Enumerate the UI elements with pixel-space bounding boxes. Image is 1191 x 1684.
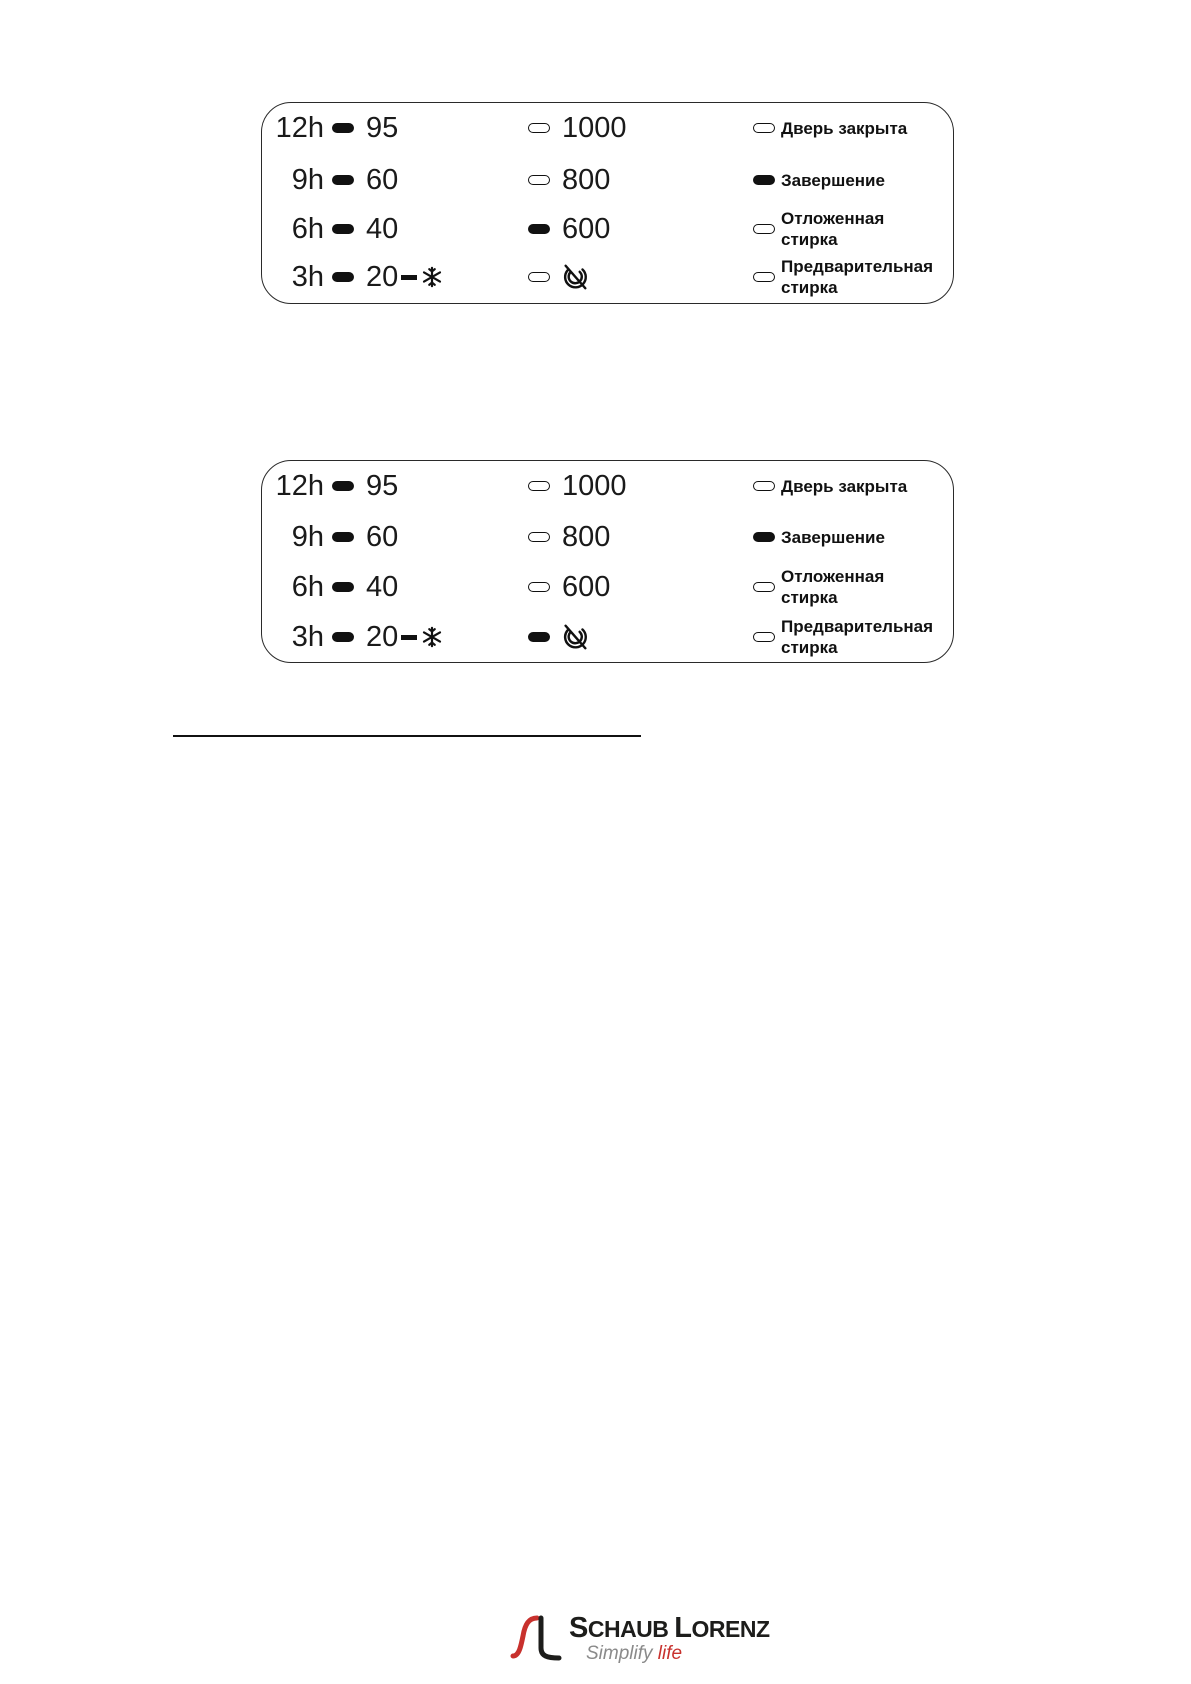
temperature-value: 40 [366, 212, 399, 245]
brand-tagline [586, 1643, 682, 1665]
status-label-line: стирка [781, 588, 838, 607]
delay-time [262, 204, 324, 254]
status-indicator [753, 252, 933, 302]
spin-indicator [528, 155, 610, 205]
status-label-line: Завершение [781, 527, 885, 547]
delay-time-label: 9h [291, 521, 324, 553]
spin-value: 600 [562, 212, 611, 245]
temperature-led [332, 224, 354, 234]
status-indicator [753, 461, 907, 511]
status-label-line: Предварительная [781, 617, 934, 636]
panel-row [262, 612, 953, 662]
panel-row [262, 204, 953, 254]
status-led [753, 481, 775, 491]
spin-indicator [528, 461, 627, 511]
status-led [753, 123, 775, 133]
temperature-led [332, 481, 354, 491]
status-label-line: Завершение [781, 170, 885, 190]
tagline-part-2: life [657, 1643, 683, 1664]
spin-led [528, 224, 550, 234]
status-label-line: стирка [781, 638, 838, 657]
section-divider [173, 735, 641, 737]
spin-indicator [528, 252, 590, 302]
snowflake-icon [421, 266, 443, 288]
delay-time [262, 512, 324, 562]
panel-row [262, 562, 953, 612]
status-led [753, 272, 775, 282]
spin-led [528, 481, 550, 491]
spin-indicator [528, 612, 590, 662]
spin-indicator [528, 204, 610, 254]
delay-time [262, 461, 324, 511]
status-label-line: Предварительная [781, 257, 934, 276]
temperature-led [332, 272, 354, 282]
temperature-indicator [332, 204, 398, 254]
status-indicator [753, 155, 885, 205]
status-label-line: стирка [781, 230, 838, 249]
spin-value: 800 [562, 520, 611, 553]
status-indicator [753, 103, 907, 153]
status-led [753, 632, 775, 642]
temperature-indicator [332, 252, 443, 302]
panel-row [262, 512, 953, 562]
delay-time-label: 3h [291, 261, 324, 293]
no-spin-icon [560, 622, 590, 652]
temperature-value: 20 [366, 260, 399, 293]
spin-value: 600 [562, 570, 611, 603]
status-label-line: стирка [781, 278, 838, 297]
spin-value: 1000 [562, 111, 627, 144]
panel-row [262, 461, 953, 511]
led-panel-2 [261, 460, 954, 663]
delay-time-label: 9h [291, 164, 324, 196]
brand-part-1-rest: CHAUB [587, 1616, 669, 1642]
spin-value: 800 [562, 163, 611, 196]
temperature-value: 40 [366, 570, 399, 603]
brand-part-2-initial: L [674, 1612, 692, 1644]
temperature-indicator [332, 155, 398, 205]
temperature-indicator [332, 512, 398, 562]
spin-led [528, 175, 550, 185]
brand-part-2-rest: ORENZ [691, 1616, 770, 1642]
status-indicator [753, 512, 885, 562]
status-label [781, 616, 933, 658]
spin-led [528, 272, 550, 282]
tagline-part-1: Simplify [586, 1643, 653, 1664]
dash-symbol [401, 275, 417, 280]
temperature-indicator [332, 103, 398, 153]
dash-symbol [401, 635, 417, 640]
panel-row [262, 252, 953, 302]
status-label [781, 566, 884, 608]
status-indicator [753, 562, 884, 612]
delay-time [262, 612, 324, 662]
delay-time [262, 155, 324, 205]
no-spin-icon [560, 262, 590, 292]
temperature-value: 95 [366, 469, 399, 502]
status-indicator [753, 204, 884, 254]
status-label [781, 170, 885, 191]
temperature-value: 95 [366, 111, 399, 144]
spin-led [528, 632, 550, 642]
status-label [781, 476, 907, 497]
temperature-led [332, 123, 354, 133]
temperature-value: 20 [366, 620, 399, 653]
spin-led [528, 532, 550, 542]
spin-indicator [528, 512, 610, 562]
spin-led [528, 582, 550, 592]
status-label-line: Дверь закрыта [781, 476, 908, 496]
brand-part-1-initial: S [569, 1612, 588, 1644]
spin-led [528, 123, 550, 133]
temperature-led [332, 582, 354, 592]
snowflake-icon [421, 626, 443, 648]
status-label-line: Отложенная [781, 567, 885, 586]
temperature-indicator [332, 562, 398, 612]
spin-indicator [528, 562, 610, 612]
temperature-value: 60 [366, 520, 399, 553]
temperature-indicator [332, 461, 398, 511]
delay-time [262, 562, 324, 612]
temperature-led [332, 632, 354, 642]
brand-logo [509, 1610, 809, 1670]
delay-time [262, 252, 324, 302]
panel-row [262, 103, 953, 153]
status-label [781, 527, 885, 548]
status-label [781, 256, 933, 298]
status-label-line: Дверь закрыта [781, 118, 908, 138]
status-led [753, 224, 775, 234]
status-led [753, 532, 775, 542]
status-label-line: Отложенная [781, 209, 885, 228]
logo-mark-icon [509, 1612, 567, 1662]
temperature-led [332, 532, 354, 542]
spin-value: 1000 [562, 469, 627, 502]
status-indicator [753, 612, 933, 662]
status-led [753, 175, 775, 185]
temperature-value: 60 [366, 163, 399, 196]
delay-time-label: 3h [291, 621, 324, 653]
delay-time-label: 6h [291, 571, 324, 603]
status-led [753, 582, 775, 592]
status-label [781, 118, 907, 139]
spin-indicator [528, 103, 627, 153]
status-label [781, 208, 884, 250]
brand-name [569, 1612, 770, 1645]
delay-time-label: 6h [291, 213, 324, 245]
delay-time-label: 12h [275, 470, 324, 502]
temperature-led [332, 175, 354, 185]
led-panel-1 [261, 102, 954, 304]
panel-row [262, 155, 953, 205]
temperature-indicator [332, 612, 443, 662]
delay-time-label: 12h [275, 112, 324, 144]
delay-time [262, 103, 324, 153]
